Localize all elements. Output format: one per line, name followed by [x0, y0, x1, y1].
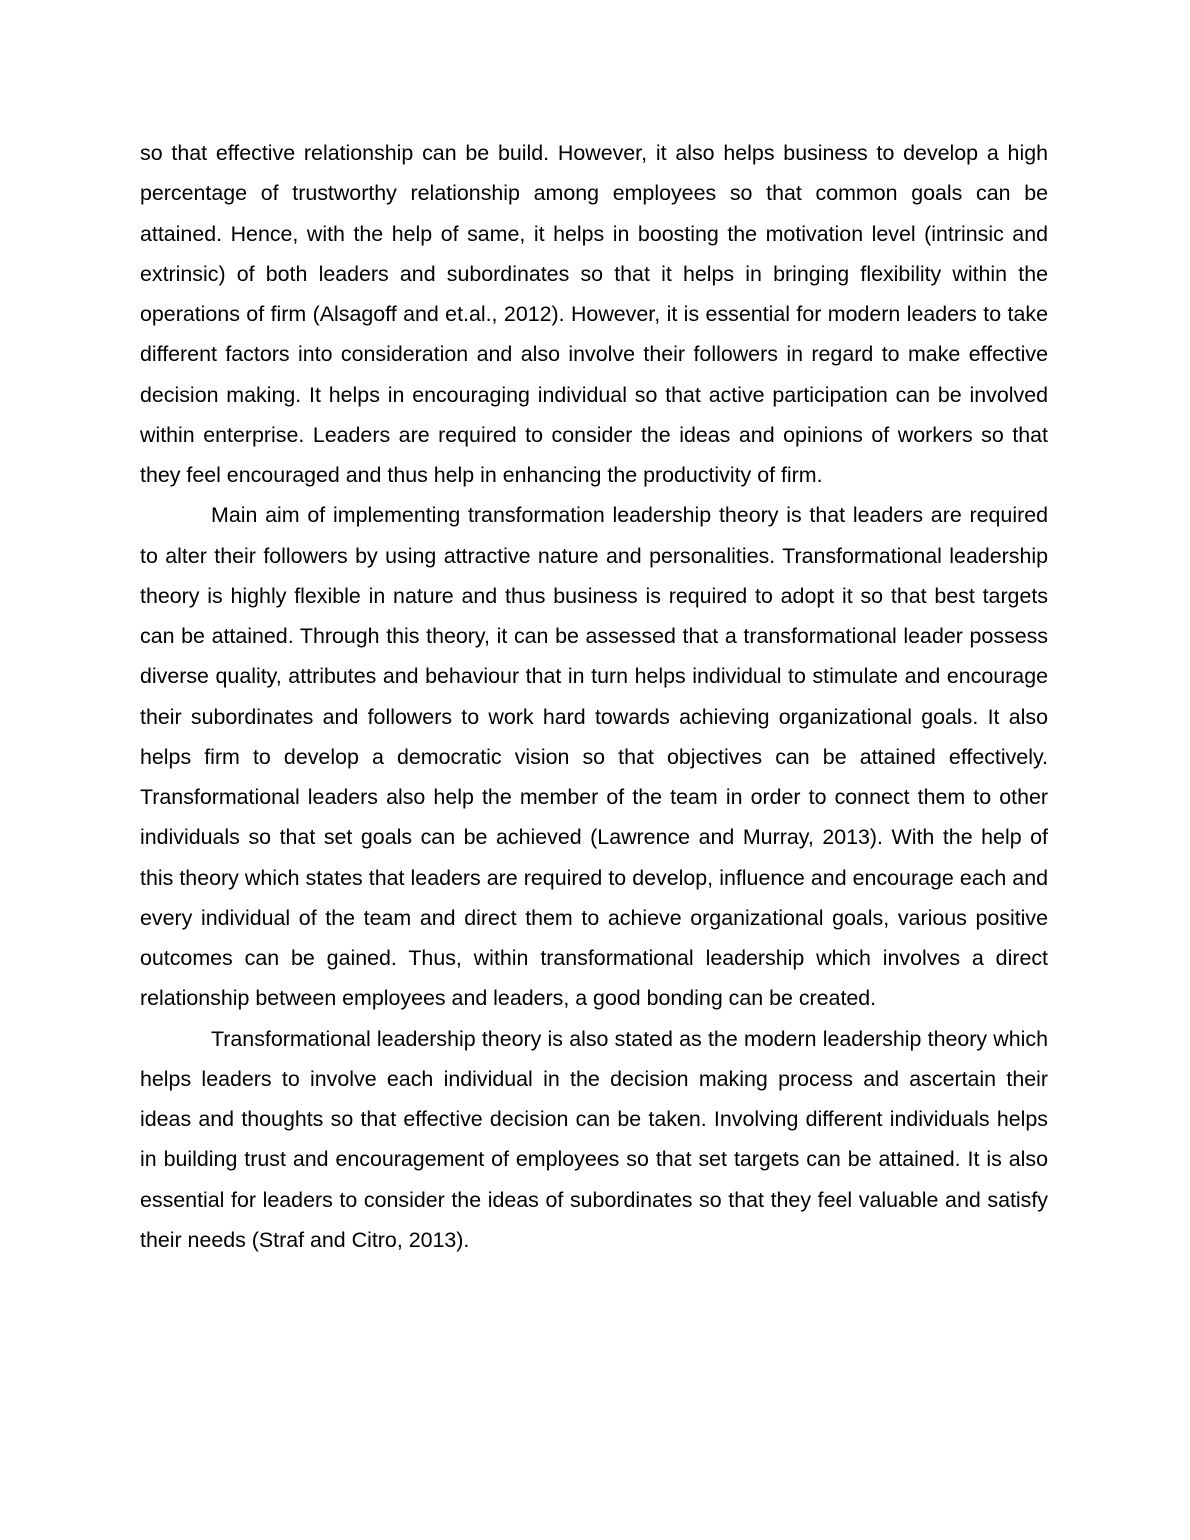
paragraph-1: so that effective relationship can be build. However, it also helps business to develop a high percentage of trustworthy relationship among employees so that common goals can be attained. Hence, with the help of same, it helps in boosting the motivation level (intrinsic and extrinsic) of both leaders and subordinates so that it helps in bringing flexibility within the operations of firm (Alsagoff and et.al., 2012). However, it is essential for modern leaders to take different factors into consideration and also involve their followers in regard to make effective decision making. It helps in encouraging individual so that active participation can be involved within enterprise. Leaders are required to consider the ideas and opinions of workers so that they feel encouraged and thus help in enhancing the productivity of firm.: [140, 141, 1048, 487]
document-body: [140, 133, 1048, 1260]
paragraph-2: Main aim of implementing transformation leadership theory is that leaders are required to alter their followers by using attractive nature and personalities. Transformational leadership theory is highly flexible in nature and thus business is required to adopt it so that best targets can be attained. Through this theory, it can be assessed that a transformational leader possess diverse quality, attributes and behaviour that in turn helps individual to stimulate and encourage their subordinates and followers to work hard towards achieving organizational goals. It also helps firm to develop a democratic vision so that objectives can be attained effectively. Transformational leaders also help the member of the team in order to connect them to other individuals so that set goals can be achieved (Lawrence and Murray, 2013). With the help of this theory which states that leaders are required to develop, influence and encourage each and every individual of the team and direct them to achieve organizational goals, various positive outcomes can be gained. Thus, within transformational leadership which involves a direct relationship between employees and leaders, a good bonding can be created.: [140, 503, 1048, 1011]
paragraph-3: Transformational leadership theory is also stated as the modern leadership theory which helps leaders to involve each individual in the decision making process and ascertain their ideas and thoughts so that effective decision can be taken. Involving different individuals helps in building trust and encouragement of employees so that set targets can be attained. It is also essential for leaders to consider the ideas of subordinates so that they feel valuable and satisfy their needs (Straf and Citro, 2013).: [140, 1026, 1048, 1252]
